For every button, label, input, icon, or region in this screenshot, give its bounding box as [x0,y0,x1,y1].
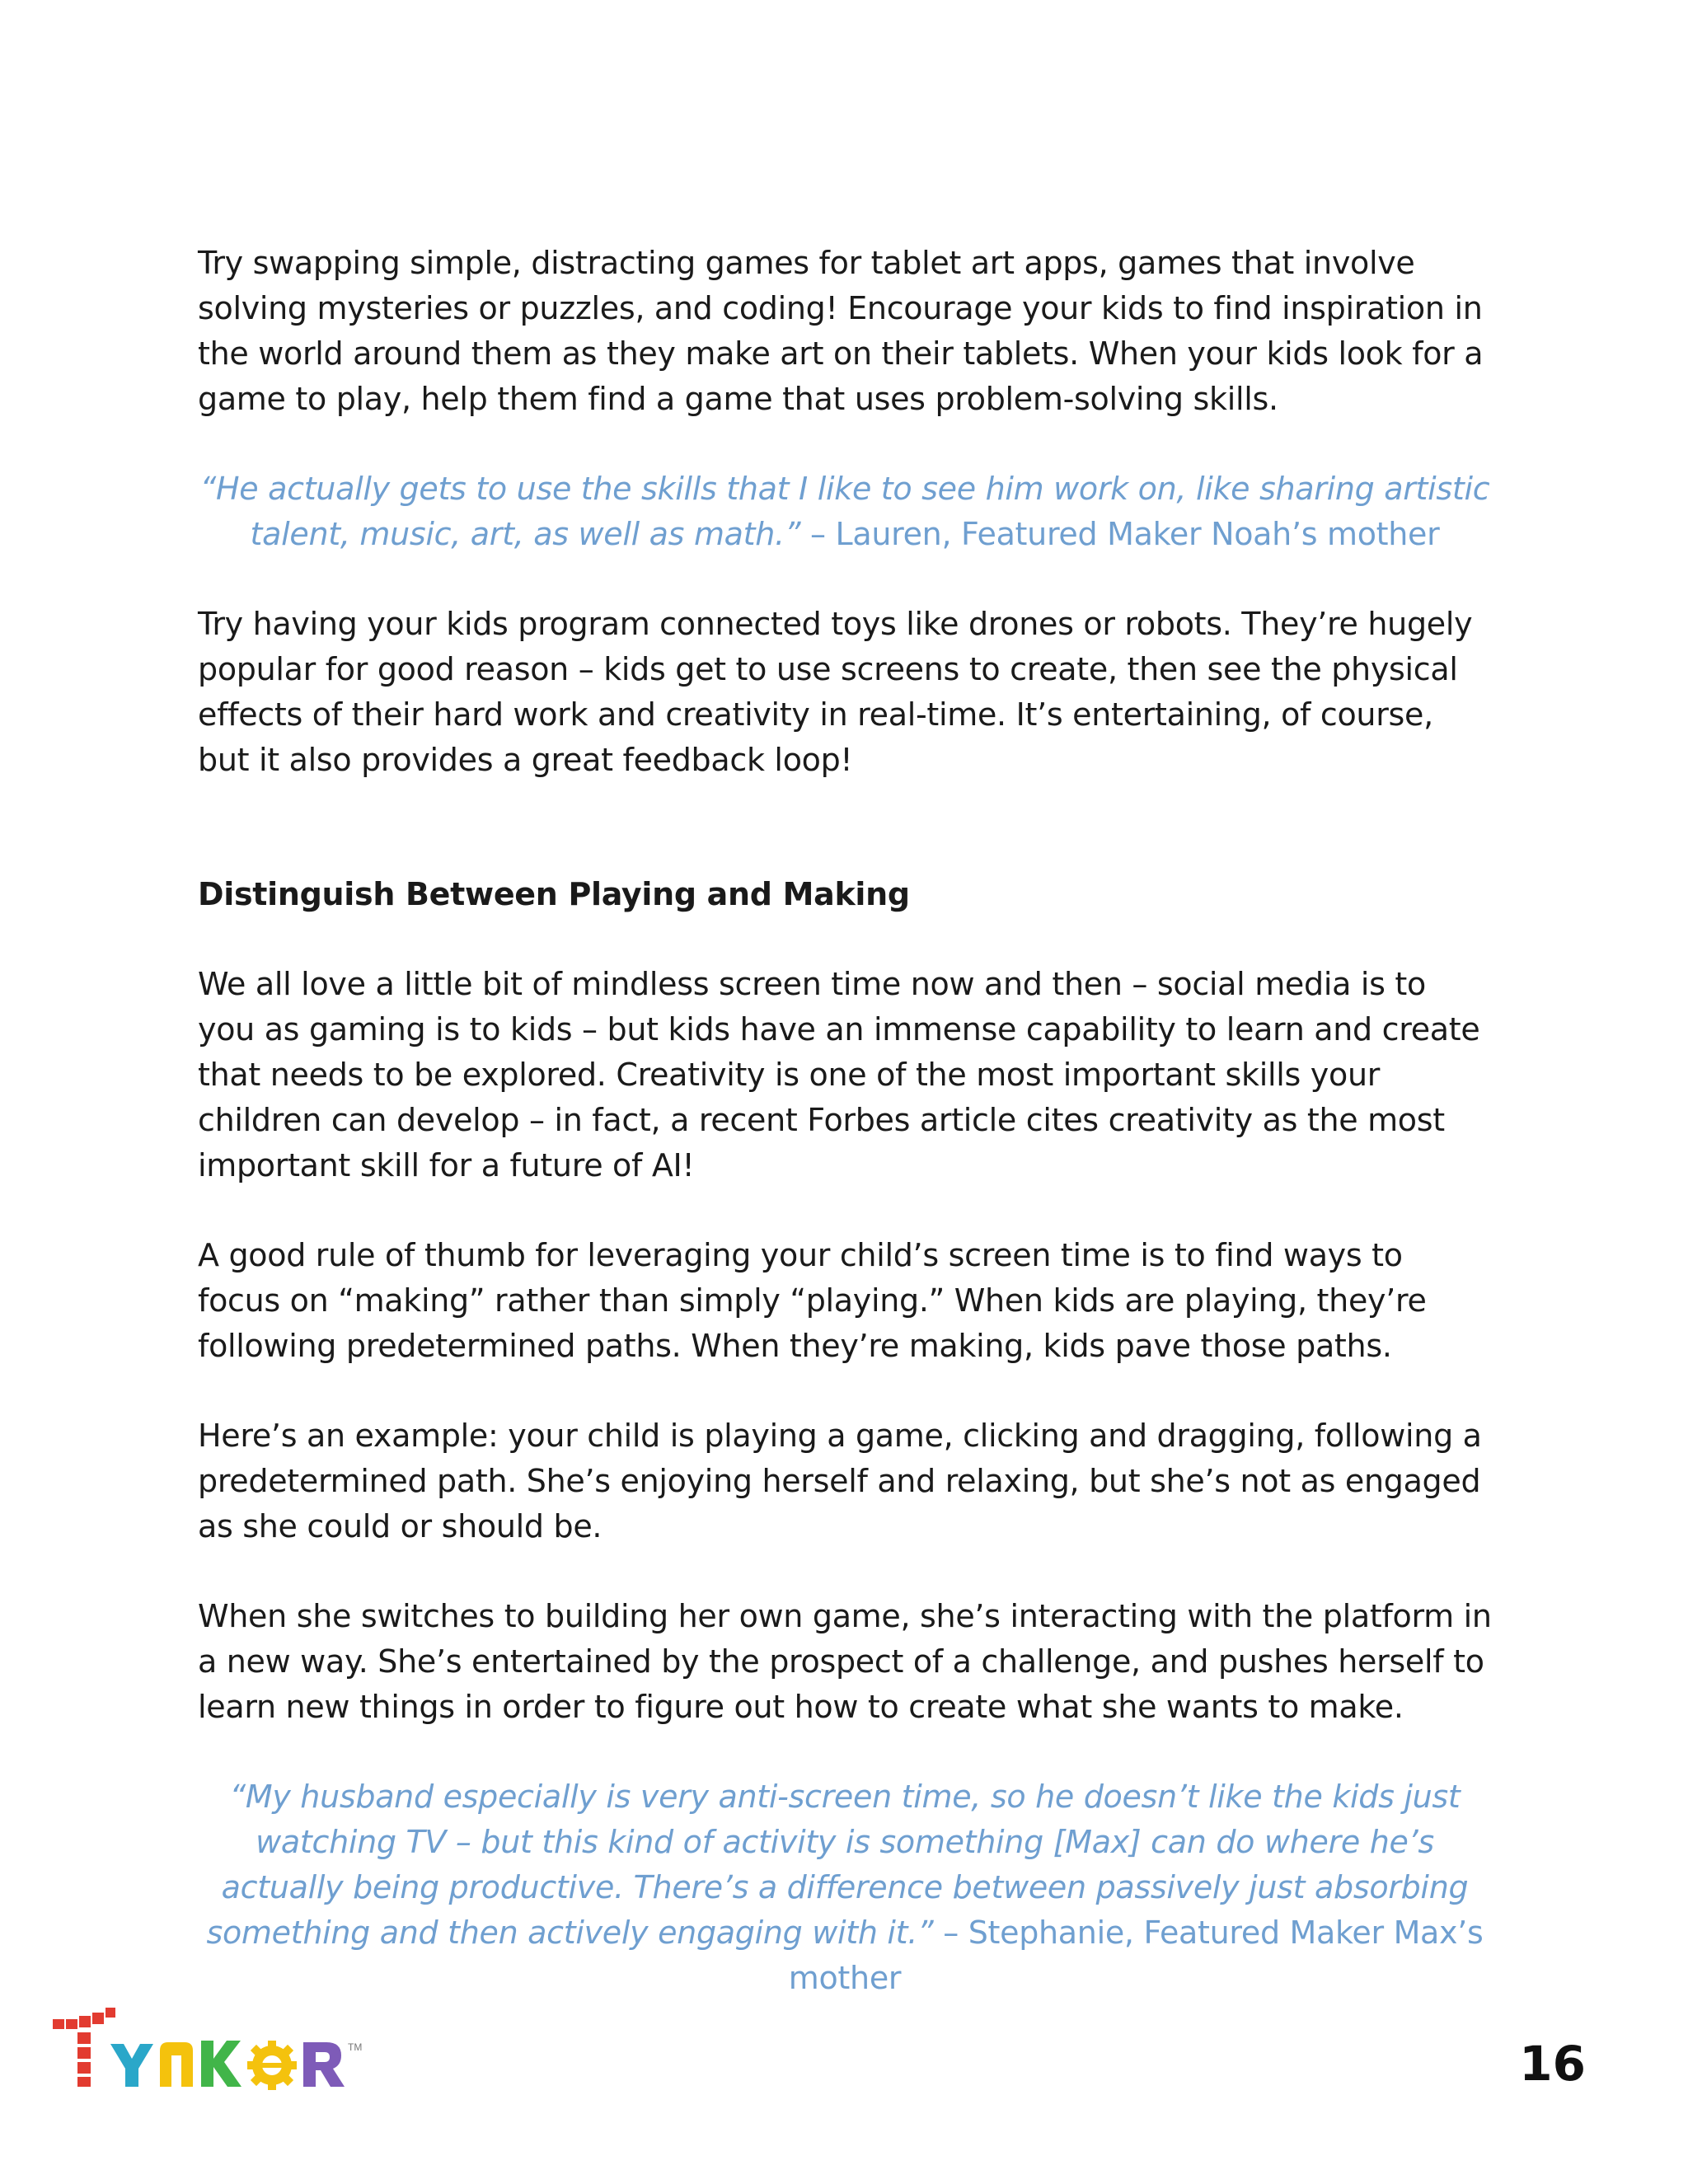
quote-stephanie-text: “My husband especially is very anti-screen time, so he doesn’t like the kids just watching TV – but this kind of activity is something [Max] can do where he’s actually being productive. There’s a difference between passively just absorbing something and then actively engaging with it.” [206,1779,1469,1951]
paragraph-connected-toys: Try having your kids program connected toys like drones or robots. They’re hugely popular for good reason – kids get to use screens to create, then see the physical effects of their hard work and creativity in real-time. It’s entertaining, of course, but it also provides a great feedback loop! [198,606,1473,778]
paragraph-mindless-screen-time: We all love a little bit of mindless screen time now and then – social media is to you as gaming is to kids – but kids have an immense capability to learn and create that needs to be explored. Creativity is one of the most important skills your children can develop – in fact, a recent Forbes article cites creativity as the most important skill for a future of AI! [198,966,1480,1183]
paragraph-building-game: When she switches to building her own game, she’s interacting with the platform in a new way. She’s entertained by the prospect of a challenge, and pushes herself to learn new things in order to figure out how to create what she wants to make. [198,1598,1492,1725]
logo-letter-n [160,2042,193,2087]
quote-lauren-text: “He actually gets to use the skills that I like to see him work on, like sharing artistic talent, music, art, as well as math.” [199,471,1490,552]
page-content [198,241,1492,2046]
logo-letter-r [303,2042,345,2087]
logo-letter-e-gear [247,2041,297,2090]
logo-tm: TM [348,2041,363,2053]
quote-lauren [198,466,1492,557]
paragraph-example: Here’s an example: your child is playing a game, clicking and dragging, following a predetermined path. She’s enjoying herself and relaxing, but she’s not as engaged as she could or should be. [198,1418,1482,1544]
quote-stephanie [198,1774,1492,2001]
tynker-logo [51,2004,381,2095]
quote-lauren-attribution: – Lauren, Featured Maker Noah’s mother [800,516,1440,552]
paragraph-rule-of-thumb: A good rule of thumb for leveraging your child’s screen time is to find ways to focus on “making” rather than simply “playing.” When kids are playing, they’re following predetermined paths. When they’re making, kids pave those paths. [198,1237,1427,1364]
logo-letter-k [201,2041,241,2087]
quote-stephanie-attribution: – Stephanie, Featured Maker Max’s mother [788,1915,1484,1996]
page-number: 16 [1519,2036,1586,2092]
logo-letter-t [53,2008,115,2087]
paragraph-tablet-art: Try swapping simple, distracting games for tablet art apps, games that involve solving mysteries or puzzles, and coding! Encourage your kids to find inspiration in the world around them as they make art on their tablets. When your kids look for a game to play, help them find a game that uses problem-solving skills. [198,245,1484,417]
section-heading: Distinguish Between Playing and Making [198,876,910,912]
logo-letter-y [110,2044,153,2087]
